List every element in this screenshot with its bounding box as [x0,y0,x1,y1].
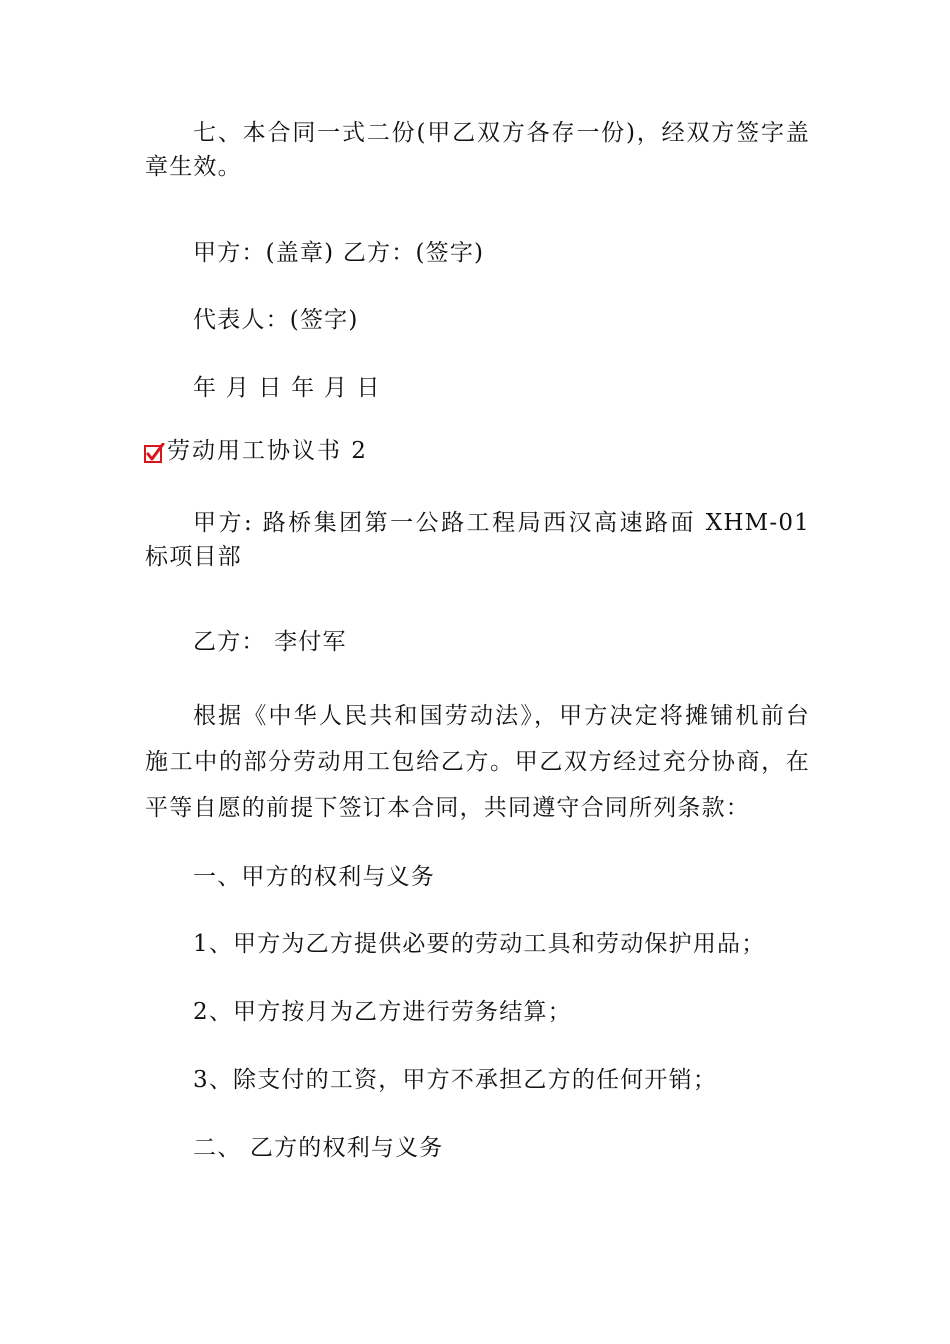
red-checkbox-icon [143,443,165,465]
section-title: 劳动用工协议书 2 [167,438,368,464]
party-a-line: 甲方: 路桥集团第一公路工程局西汉高速路面 XHM-01 标项目部 [145,510,810,570]
preamble-paragraph: 根据《中华人民共和国劳动法》，甲方决定将摊铺机前台施工中的部分劳动用工包给乙方。甲乙双方经过充分协商，在平等自愿的前提下签订本合同，共同遵守合同所列条款： [145,703,810,821]
party-a-item-2: 2、甲方按月为乙方进行劳务结算； [193,999,572,1025]
party-a-item-1: 1、甲方为乙方提供必要的劳动工具和劳动保护用品； [193,931,766,957]
party-b-line: 乙方： 李付军 [193,629,347,655]
date-line: 年 月 日 年 月 日 [193,375,381,401]
signature-parties-line: 甲方：(盖章) 乙方：(签字) [193,240,485,266]
clause-seven-paragraph: 七、本合同一式二份(甲乙双方各存一份)，经双方签字盖章生效。 [145,120,810,180]
party-b-rights-heading: 二、 乙方的权利与义务 [193,1135,444,1161]
section-heading-row [143,434,368,468]
party-a-rights-heading: 一、甲方的权利与义务 [193,864,435,890]
party-a-item-3: 3、除支付的工资，甲方不承担乙方的任何开销； [193,1067,718,1093]
representative-line: 代表人：(签字) [193,307,359,333]
